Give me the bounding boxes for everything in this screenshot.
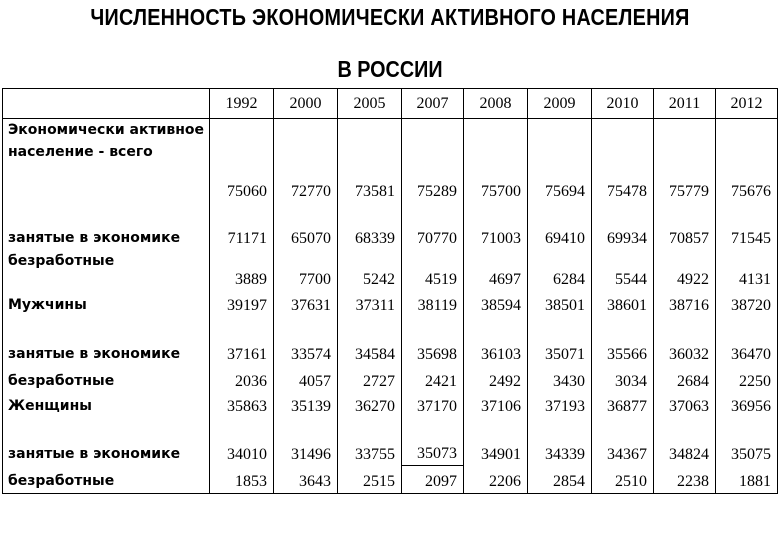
table-row — [3, 393, 778, 418]
table-cell: 75700 — [464, 119, 528, 204]
table-cell: 5242 — [338, 250, 402, 291]
table-cell: 2036 — [210, 366, 274, 393]
table-cell: 34339 — [528, 418, 592, 466]
table-cell: 34010 — [210, 418, 274, 466]
table-cell: 71171 — [210, 203, 274, 250]
table-cell: 35698 — [402, 317, 464, 366]
table-cell: 4131 — [716, 250, 778, 291]
table-row — [3, 466, 778, 494]
table-cell: 70770 — [402, 203, 464, 250]
table-row — [3, 418, 778, 466]
year-header: 2012 — [716, 89, 778, 119]
table-cell: 35566 — [592, 317, 654, 366]
year-header: 2010 — [592, 89, 654, 119]
table-row — [3, 366, 778, 393]
table-cell: 75289 — [402, 119, 464, 204]
header-empty-cell — [3, 89, 210, 119]
table-cell: 34584 — [338, 317, 402, 366]
table-cell: 34367 — [592, 418, 654, 466]
table-cell: 1853 — [210, 466, 274, 494]
row-label: занятые в экономике — [3, 418, 210, 466]
table-cell: 2250 — [716, 366, 778, 393]
table-cell: 7700 — [274, 250, 338, 291]
page-subtitle — [55, 56, 726, 83]
table-cell: 75060 — [210, 119, 274, 204]
table-cell: 75676 — [716, 119, 778, 204]
table-cell: 3430 — [528, 366, 592, 393]
table-cell: 35073 — [402, 418, 464, 466]
table-cell: 68339 — [338, 203, 402, 250]
table-cell: 3034 — [592, 366, 654, 393]
table-cell: 36877 — [592, 393, 654, 418]
table-cell: 33755 — [338, 418, 402, 466]
labor-force-table — [2, 88, 778, 494]
table-cell: 35071 — [528, 317, 592, 366]
table-cell: 4519 — [402, 250, 464, 291]
table-cell: 38119 — [402, 291, 464, 317]
table-cell: 2097 — [402, 466, 464, 494]
row-label: безработные — [3, 250, 210, 291]
year-header: 2008 — [464, 89, 528, 119]
table-cell: 2421 — [402, 366, 464, 393]
table-cell: 4057 — [274, 366, 338, 393]
table-row — [3, 250, 778, 291]
table-cell: 75694 — [528, 119, 592, 204]
table-cell: 2515 — [338, 466, 402, 494]
table-cell: 35139 — [274, 393, 338, 418]
row-label: занятые в экономике — [3, 203, 210, 250]
table-cell: 1881 — [716, 466, 778, 494]
year-header: 1992 — [210, 89, 274, 119]
table-cell: 33574 — [274, 317, 338, 366]
table-cell: 34901 — [464, 418, 528, 466]
table-cell: 37631 — [274, 291, 338, 317]
table-cell: 36032 — [654, 317, 716, 366]
table-cell: 2854 — [528, 466, 592, 494]
table-cell: 3643 — [274, 466, 338, 494]
table-cell: 4697 — [464, 250, 528, 291]
page-title: ЧИСЛЕННОСТЬ ЭКОНОМИЧЕСКИ АКТИВНОГО НАСЕЛЕНИЯ — [90, 4, 690, 30]
year-header: 2000 — [274, 89, 338, 119]
table-cell: 36270 — [338, 393, 402, 418]
table-cell: 75779 — [654, 119, 716, 204]
table-cell: 38501 — [528, 291, 592, 317]
table-cell: 5544 — [592, 250, 654, 291]
table-cell: 37193 — [528, 393, 592, 418]
table-cell: 36956 — [716, 393, 778, 418]
page-subtitle-text: В РОССИИ — [337, 56, 443, 82]
table-cell: 34824 — [654, 418, 716, 466]
table-cell: 37106 — [464, 393, 528, 418]
table-row — [3, 291, 778, 317]
table-cell: 36470 — [716, 317, 778, 366]
table-cell: 31496 — [274, 418, 338, 466]
table-cell: 4922 — [654, 250, 716, 291]
table-cell: 35863 — [210, 393, 274, 418]
table-cell: 73581 — [338, 119, 402, 204]
table-cell: 38601 — [592, 291, 654, 317]
table-cell: 37063 — [654, 393, 716, 418]
table-cell: 37311 — [338, 291, 402, 317]
table-cell: 71003 — [464, 203, 528, 250]
table-cell: 2206 — [464, 466, 528, 494]
table-cell: 69410 — [528, 203, 592, 250]
table-cell: 69934 — [592, 203, 654, 250]
row-label: безработные — [3, 466, 210, 494]
row-label: безработные — [3, 366, 210, 393]
year-header: 2007 — [402, 89, 464, 119]
table-cell: 39197 — [210, 291, 274, 317]
row-label: Мужчины — [3, 291, 210, 317]
table-cell: 38716 — [654, 291, 716, 317]
table-cell: 36103 — [464, 317, 528, 366]
row-label: Экономически активное население - всего — [3, 119, 210, 204]
year-header: 2009 — [528, 89, 592, 119]
year-header: 2005 — [338, 89, 402, 119]
table-cell: 3889 — [210, 250, 274, 291]
table-cell: 6284 — [528, 250, 592, 291]
table-cell: 75478 — [592, 119, 654, 204]
table-cell: 37161 — [210, 317, 274, 366]
table-cell: 71545 — [716, 203, 778, 250]
table-cell: 35075 — [716, 418, 778, 466]
table-cell: 65070 — [274, 203, 338, 250]
row-label: Женщины — [3, 393, 210, 418]
table-row — [3, 317, 778, 366]
table-cell: 2684 — [654, 366, 716, 393]
year-header: 2011 — [654, 89, 716, 119]
table-cell: 38594 — [464, 291, 528, 317]
table-row — [3, 203, 778, 250]
table-cell: 2492 — [464, 366, 528, 393]
table-cell: 2510 — [592, 466, 654, 494]
table-cell: 37170 — [402, 393, 464, 418]
table-cell: 70857 — [654, 203, 716, 250]
table-cell: 2238 — [654, 466, 716, 494]
table-cell: 2727 — [338, 366, 402, 393]
table-cell: 72770 — [274, 119, 338, 204]
row-label: занятые в экономике — [3, 317, 210, 366]
table-cell: 38720 — [716, 291, 778, 317]
table-row — [3, 119, 778, 204]
header-row — [3, 89, 778, 119]
